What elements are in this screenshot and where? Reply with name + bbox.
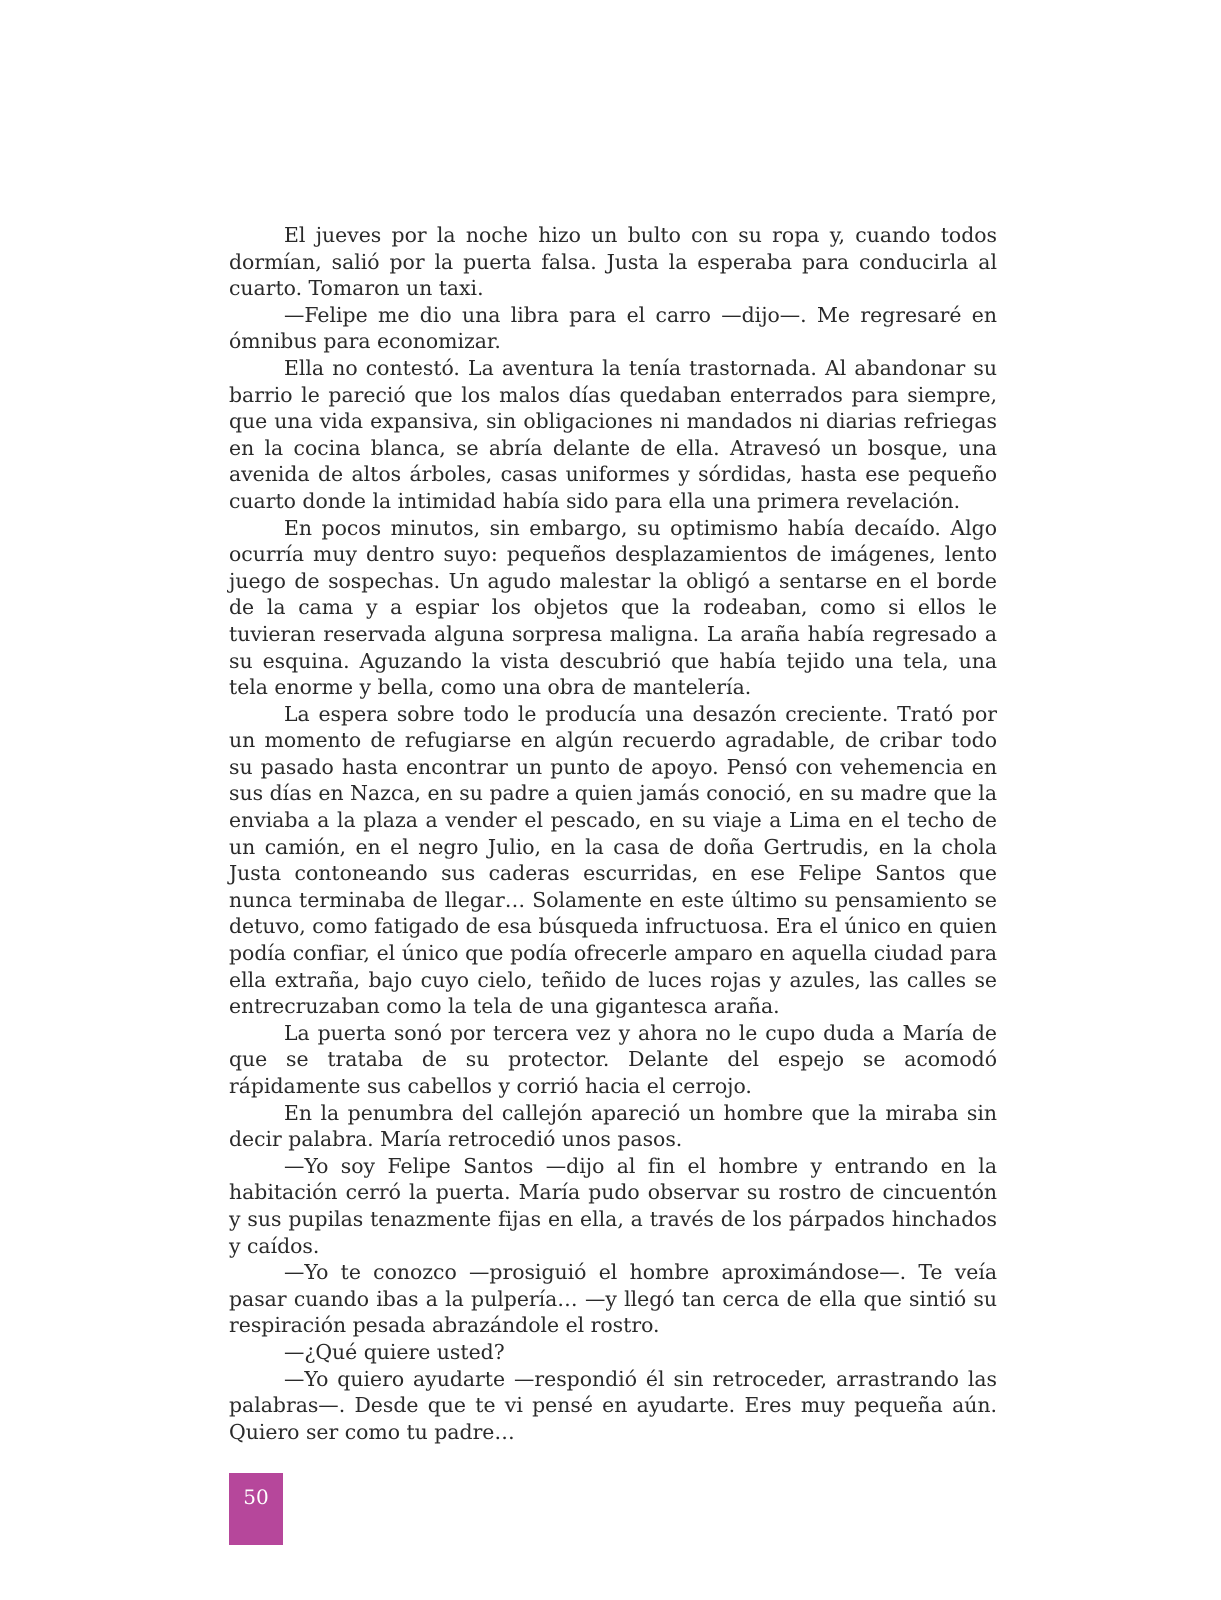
paragraph: —Yo quiero ayudarte —respondió él sin retroceder, arrastrando las palabras—. Desde que te vi pensé en ayudarte. Eres muy pequeña aún. Quiero ser como tu padre… bbox=[229, 1366, 997, 1444]
paragraph: Ella no contestó. La aventura la tenía trastornada. Al abandonar su barrio le pareció que los malos días quedaban enterrados para siempre, que una vida expansiva, sin obligaciones ni mandados ni diarias refriegas en la cocina blanca, se abría delante de ella. Atravesó un bosque, una avenida de altos árboles, casas uniformes y sórdidas, hasta ese pequeño cuarto donde la intimidad había sido para ella una primera revelación. bbox=[229, 355, 997, 513]
paragraph: En la penumbra del callejón apareció un hombre que la miraba sin decir palabra. María retrocedió unos pasos. bbox=[229, 1100, 997, 1152]
paragraph: El jueves por la noche hizo un bulto con su ropa y, cuando todos dormían, salió por la puerta falsa. Justa la esperaba para conducirla al cuarto. Tomaron un taxi. bbox=[229, 223, 997, 301]
paragraph: La espera sobre todo le producía una desazón creciente. Trató por un momento de refugiarse en algún recuerdo agradable, de cribar todo su pasado hasta encontrar un punto de apoyo. Pensó con vehemencia en sus días en Nazca, en su padre a quien jamás conoció, en su madre que la enviaba a la plaza a vender el pescado, en su viaje a Lima en el techo de un camión, en el negro Julio, en la casa de doña Gertrudis, en la chola Justa contoneando sus caderas escurridas, en ese Felipe Santos que nunca terminaba de llegar… Solamente en este último su pensamiento se detuvo, como fatigado de esa búsqueda infructuosa. Era el único en quien podía confiar, el único que podía ofrecerle amparo en aquella ciudad para ella extraña, bajo cuyo cielo, teñido de luces rojas y azules, las calles se entrecruzaban como la tela de una gigantesca araña. bbox=[229, 701, 997, 1019]
paragraph: La puerta sonó por tercera vez y ahora no le cupo duda a María de que se trataba de su protector. Delante del espejo se acomodó rápidamente sus cabellos y corrió hacia el cerrojo. bbox=[229, 1020, 997, 1098]
page-number-tab bbox=[229, 1473, 283, 1545]
page-number: 50 bbox=[243, 1485, 269, 1509]
paragraph: —Yo soy Felipe Santos —dijo al fin el hombre y entrando en la habitación cerró la puerta. María pudo observar su rostro de cincuentón y sus pupilas tenazmente fijas en ella, a través de los párpados hinchados y caídos. bbox=[229, 1153, 997, 1258]
paragraph: —¿Qué quiere usted? bbox=[284, 1339, 505, 1364]
body-text bbox=[229, 222, 997, 1445]
paragraph: —Felipe me dio una libra para el carro —dijo—. Me regresaré en ómnibus para economizar. bbox=[229, 302, 997, 354]
paragraph: —Yo te conozco —prosiguió el hombre aproximándose—. Te veía pasar cuando ibas a la pulpería… —y llegó tan cerca de ella que sintió su respiración pesada abrazándole el rostro. bbox=[229, 1260, 997, 1338]
paragraph: En pocos minutos, sin embargo, su optimismo había decaído. Algo ocurría muy dentro suyo: pequeños desplazamientos de imágenes, lento juego de sospechas. Un agudo malestar la obligó a sentarse en el borde de la cama y a espiar los objetos que la rodeaban, como si ellos le tuvieran reservada alguna sorpresa maligna. La araña había regresado a su esquina. Aguzando la vista descubrió que había tejido una tela, una tela enorme y bella, como una obra de mantelería. bbox=[229, 515, 997, 700]
